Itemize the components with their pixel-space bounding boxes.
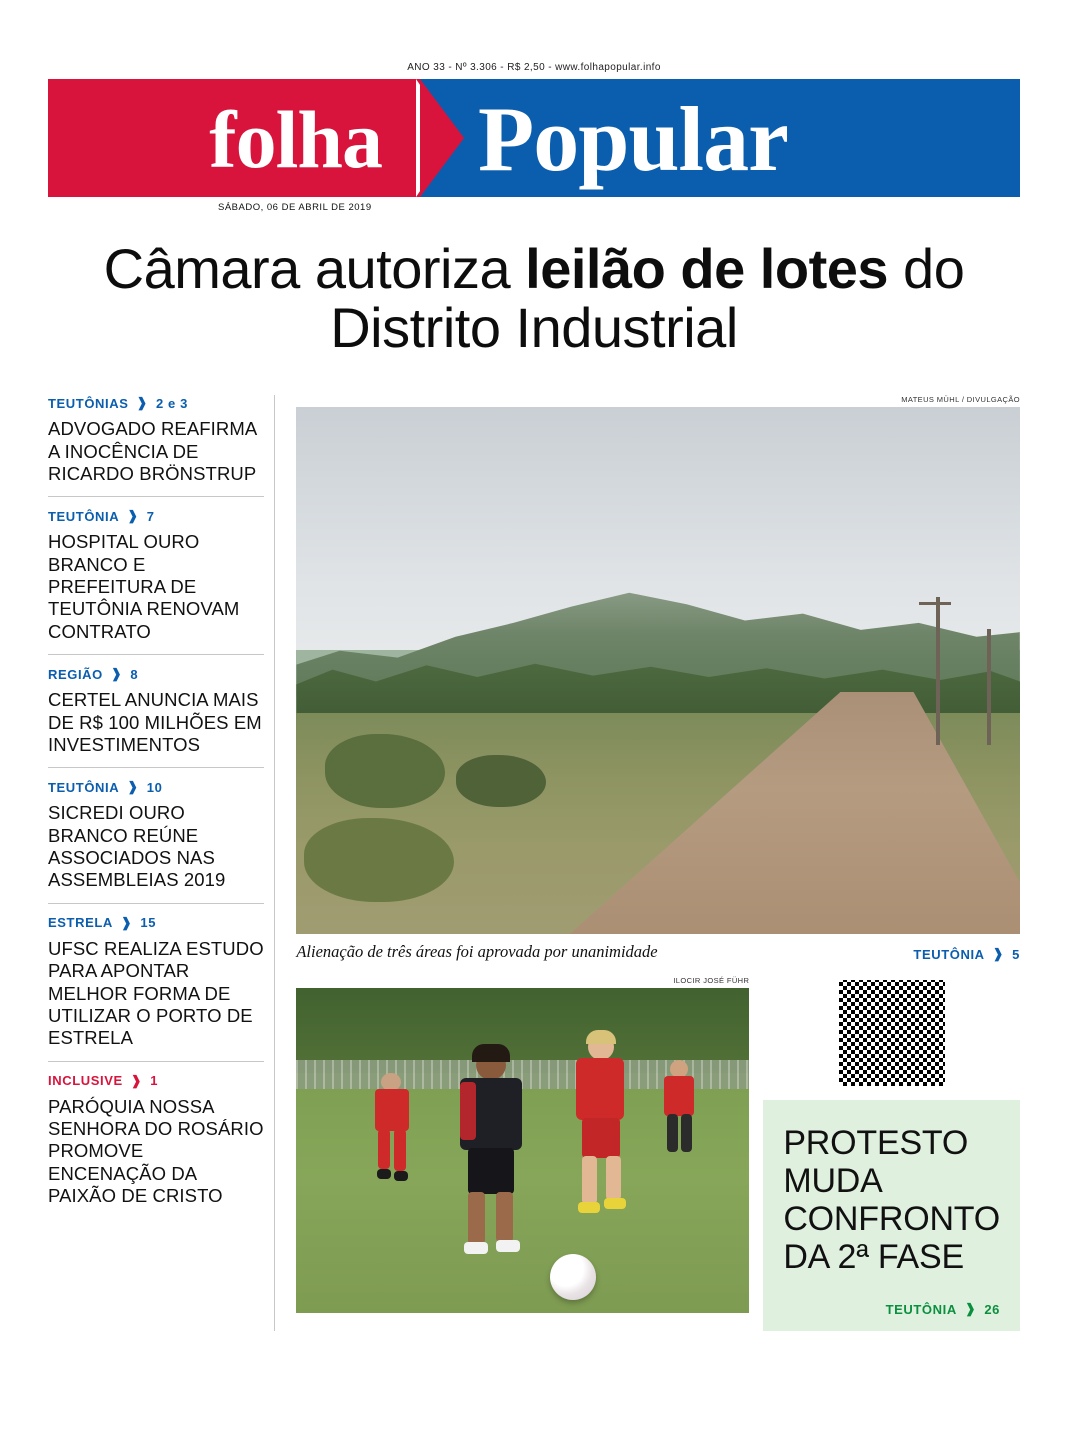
- promo-column: [763, 976, 1020, 1331]
- masthead-left-block: [48, 79, 420, 197]
- chevron-right-icon: ❱: [136, 395, 149, 411]
- sport-photo-player: [568, 1034, 630, 1224]
- photo-utility-pole: [987, 629, 991, 745]
- masthead-meta: ANO 33 - Nº 3.306 - R$ 2,50 - www.folhapopular.info: [407, 62, 661, 73]
- reference-page: 26: [984, 1301, 1000, 1317]
- chevron-right-icon: ❱: [130, 1072, 143, 1088]
- reference-section: TEUTÔNIA: [913, 946, 985, 962]
- teaser-head: [48, 508, 264, 524]
- teaser-page: 10: [146, 779, 163, 795]
- teaser-section: REGIÃO: [48, 666, 103, 682]
- teaser-title: UFSC REALIZA ESTUDO PARA APONTAR MELHOR FORMA DE UTILIZAR O PORTO DE ESTRELA: [48, 937, 264, 1049]
- chevron-right-icon: ❱: [127, 508, 139, 524]
- sport-photo: [296, 988, 749, 1313]
- teaser-page: 1: [150, 1073, 159, 1089]
- photo-utility-pole-arm: [919, 602, 951, 605]
- masthead-arrow-red-icon: [420, 79, 464, 197]
- photo-bush: [456, 755, 546, 807]
- teaser-section: TEUTÔNIAS: [48, 395, 129, 411]
- sport-photo-block: [296, 976, 749, 1313]
- headline-part2: do Distrito Industrial: [330, 237, 965, 360]
- teaser-section: INCLUSIVE: [48, 1073, 123, 1089]
- page-title: [48, 239, 1020, 358]
- masthead: [48, 79, 1020, 213]
- list-item[interactable]: [48, 1061, 264, 1219]
- teaser-title: HOSPITAL OURO BRANCO E PREFEITURA DE TEUTÔNIA RENOVAM CONTRATO: [48, 531, 240, 642]
- sport-photo-credit: ILOCIR JOSÉ FÜHR: [673, 976, 750, 986]
- chevron-right-icon: ❱: [110, 666, 123, 682]
- list-item[interactable]: [48, 395, 264, 496]
- list-item[interactable]: [48, 496, 264, 654]
- teaser-section: TEUTÔNIA: [48, 508, 120, 524]
- qr-code-icon[interactable]: [839, 980, 945, 1086]
- reference-section: TEUTÔNIA: [885, 1301, 957, 1317]
- masthead-popular-text: Popular: [478, 88, 788, 190]
- media-column: [275, 395, 1020, 1331]
- headline-part1: Câmara autoriza: [103, 237, 526, 300]
- masthead-date: SÁBADO, 06 DE ABRIL DE 2019: [218, 202, 372, 213]
- teaser-section: TEUTÔNIA: [48, 779, 120, 795]
- list-item[interactable]: [48, 654, 264, 767]
- sport-photo-player: [369, 1073, 415, 1193]
- photo-bush: [304, 818, 454, 902]
- teaser-head: [48, 915, 264, 931]
- list-item[interactable]: [48, 767, 264, 903]
- teaser-page: 7: [146, 508, 155, 524]
- main-photo-credit: MATEUS MÜHL / DIVULGAÇÃO: [901, 395, 1020, 405]
- main-photo: [296, 407, 1020, 934]
- teaser-column: [48, 395, 275, 1331]
- promo-box[interactable]: [763, 1100, 1020, 1331]
- chevron-right-icon: ❱: [127, 779, 139, 795]
- main-photo-caption: Alienação de três áreas foi aprovada por unanimidade: [296, 942, 658, 962]
- sport-photo-ball: [550, 1254, 596, 1300]
- promo-title: PROTESTO MUDA CONFRONTO DA 2ª FASE: [783, 1124, 1001, 1277]
- teaser-head: [48, 1073, 264, 1089]
- list-item[interactable]: [48, 903, 264, 1061]
- masthead-right-block: [420, 79, 1020, 197]
- teaser-page: 15: [140, 915, 157, 931]
- teaser-title: CERTEL ANUNCIA MAIS DE R$ 100 MILHÕES EM INVESTIMENTOS: [48, 689, 262, 755]
- headline-bold: leilão de lotes: [525, 237, 888, 300]
- teaser-page: 2 e 3: [156, 395, 188, 411]
- teaser-title: SICREDI OURO BRANCO REÚNE ASSOCIADOS NAS ASSEMBLEIAS 2019: [48, 802, 226, 891]
- teaser-title: ADVOGADO REAFIRMA A INOCÊNCIA DE RICARDO BRÖNSTRUP: [48, 418, 257, 484]
- sport-photo-player: [659, 1060, 699, 1170]
- chevron-right-icon: ❱: [964, 1301, 977, 1317]
- teaser-title: PARÓQUIA NOSSA SENHORA DO ROSÁRIO PROMOVE ENCENAÇÃO DA PAIXÃO DE CRISTO: [48, 1095, 264, 1207]
- teaser-head: [48, 666, 264, 682]
- main-photo-reference[interactable]: [913, 946, 1020, 962]
- teaser-head: [48, 779, 264, 795]
- photo-bush: [325, 734, 445, 808]
- teaser-head: [48, 395, 264, 411]
- main-photo-caption-row: [296, 942, 1020, 962]
- promo-reference[interactable]: [783, 1301, 1000, 1317]
- content-grid: [48, 395, 1020, 1331]
- qr-row: [763, 976, 1020, 1100]
- chevron-right-icon: ❱: [120, 914, 133, 930]
- reference-page: 5: [1012, 946, 1020, 962]
- sport-photo-player-main: [450, 1050, 530, 1260]
- teaser-section: ESTRELA: [48, 915, 113, 931]
- chevron-right-icon: ❱: [992, 946, 1005, 962]
- masthead-folha-text: folha: [209, 94, 382, 185]
- teaser-page: 8: [130, 666, 139, 682]
- bottom-row: [296, 976, 1020, 1331]
- photo-utility-pole: [936, 597, 940, 745]
